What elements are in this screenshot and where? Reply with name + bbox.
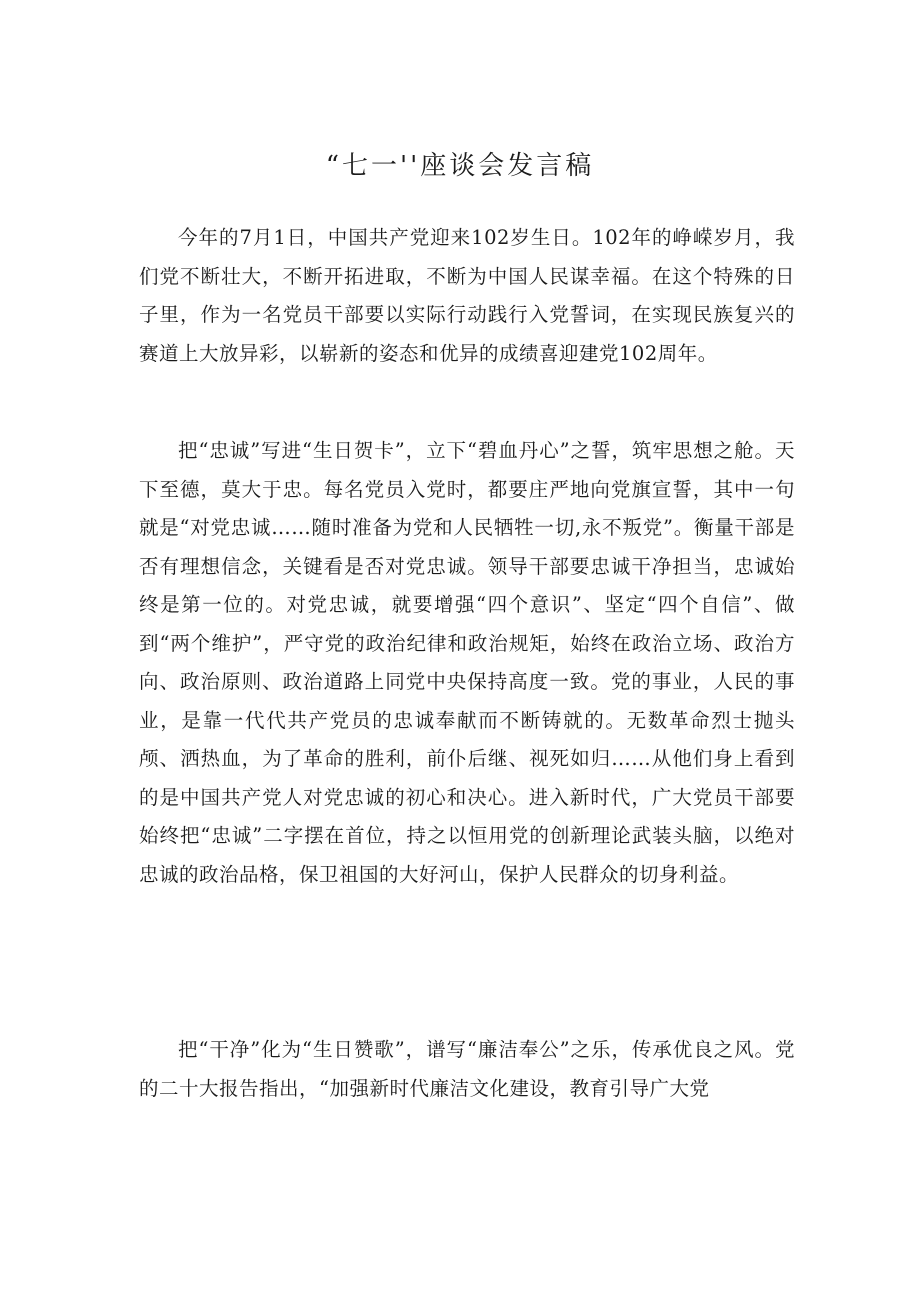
document-title: “七一''座谈会发言稿	[325, 151, 595, 181]
paragraph-loyalty: 把“忠诚”写进“生日贺卡”，立下“碧血丹心”之誓，筑牢思想之舱。天下至德，莫大于忠。每名党员入党时，都要庄严地向党旗宣誓，其中一句就是“对党忠诚……随时准备为党和人民牺牲一切,永不叛党”。衡量干部是否有理想信念，关键看是否对党忠诚。领导干部要忠诚干净担当，忠诚始终是第一位的。对党忠诚，就要增强“四个意识”、坚定“四个自信”、做到“两个维护”，严守党的政治纪律和政治规矩，始终在政治立场、政治方向、政治原则、政治道路上同党中央保持高度一致。党的事业，人民的事业，是靠一代代共产党员的忠诚奉献而不断铸就的。无数革命烈士抛头颅、洒热血，为了革命的胜利，前仆后继、视死如归……从他们身上看到的是中国共产党人对党忠诚的初心和决心。进入新时代，广大党员干部要始终把“忠诚”二字摆在首位，持之以恒用党的创新理论武装头脑，以绝对忠诚的政治品格，保卫祖国的大好河山，保护人民群众的切身利益。	[139, 439, 795, 886]
paragraph-intro: 今年的7月1日，中国共产党迎来102岁生日。102年的峥嵘岁月，我们党不断壮大，不断开拓进取，不断为中国人民谋幸福。在这个特殊的日子里，作为一名党员干部要以实际行动践行入党誓词，在实现民族复兴的赛道上大放异彩，以崭新的姿态和优异的成绩喜迎建党102周年。	[139, 226, 795, 365]
paragraph-integrity: 把“干净”化为“生日赞歌”，谱写“廉洁奉公”之乐，传承优良之风。党的二十大报告指出，“加强新时代廉洁文化建设，教育引导广大党	[139, 1038, 795, 1100]
